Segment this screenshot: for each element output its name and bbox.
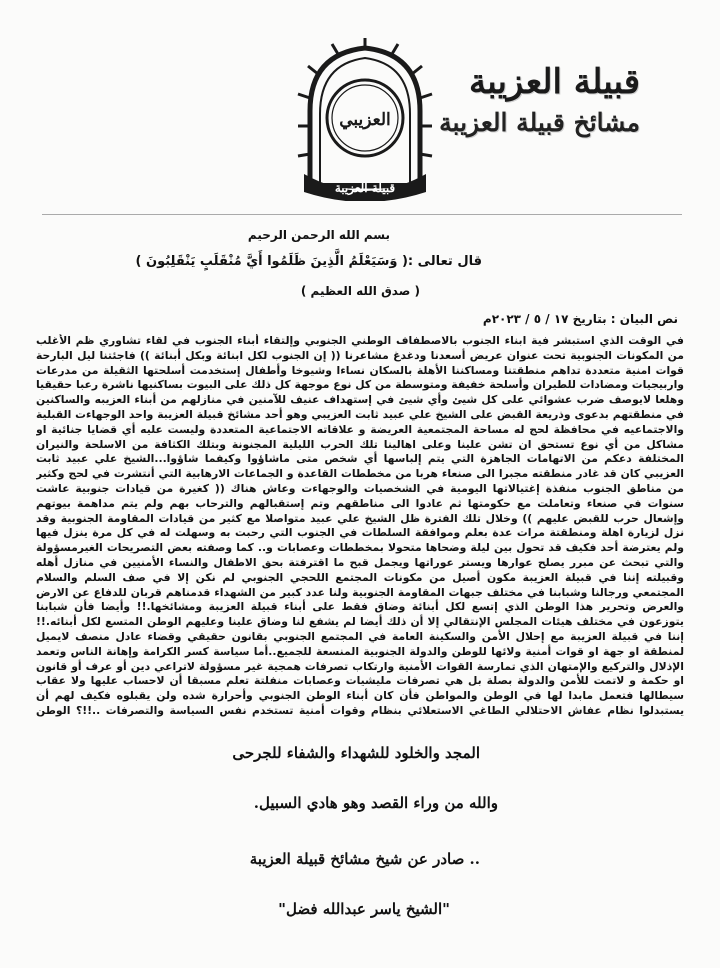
sadaq-line: ( صدق الله العظيم ) [300,284,420,298]
basmala: بسم الله الرحمن الرحيم [247,228,390,242]
statement-body: في الوقت الذي استبشر فية ابناء الجنوب بالاصطفاف الوطني الجنوبي وإلتقاء أبناء الجنوب في لقاء تشاوري ظم الأغلب من المكونات الجنوبية تحت عنوان عريض أسعدنا ودغدغ مشاعرنا (( إن الجنوب لكل ابنائة وبكل أبنائة )) فاجئتنا ليل البارحة قوات امنية متعددة تداهم منطقتنا ومساكننا الأهلة بالسكان نساءا وشيوخا وأطفال إستخدمت أسلحتها الثقيلة من مدرعات واربيجيات ومضادات للطيران وأسلحة خفيفة ومتوسطة من كل نوع موجهة كل ذلك على البيوت بساكنيها ناشرة رعبا حقيقيا وهلعا لايوصف ضرب عشوائي على كل شيئ وأي شيئ في إستهداف عنيف للآمنين في منازلهم من أبناء العزيبه والساكنين في منطقتهم بدعوى وذريعة القبض على الشيخ علي عبيد ثابت العزيبي وهو أحد مشائخ قبيلة العزيبة واحد الوجهاءت القبلية والاجتماعيه في محافظة لحج له مساحة المجتمعية العريضة و علاقاته الاجتماعية المتعددة وليست عليه أي قضايا جنائية او مشاكل من أي نوع تستحق ان تشن علينا وعلى اهالينا تلك الحرب الليلية المجنونة وبتلك الكثافة من الاسلحة والنيران المختلفة دعكم من الاتهامات الجاهزة التي يتم إلباسها أي شخص متى ماشاؤوا وكيفما شاؤوا...الشيخ علي عبيد ثابت العزيبي كان قد غادر منطقته مجبرا الى صنعاء هربا من مخططات القاعدة و الجماعات الارهابية التي أنتشرت في لحج وكثير من مناطق الجنوب منفذة إغتيالاتها اليومية في الشخصيات والوجهاءت وعاش هناك (( كغيرة من قيادات جنوبية عاشت سنوات في صنعاء وتعاملت مع حكومتها ثم عادوا الى مناطقهم وتم إستقبالهم والترحاب بهم ولم يتم مداهمة بيوتهم وإشعال حرب للقبض عليهم )) وخلال تلك الفترة ظل الشيخ علي عبيد متواصلا مع كثير من قيادات المقاومة الجنوبية وقد نزل لزيارة اهلة ومنطقتة مرات عدة بعلم وموافقة السلطات في الجنوب التي رحبت به وسهلت له في كل مرة ينزل فيها ولم يعترضة أحد فكيف قد تحول بين ليلة وضحاها متحولا بمخططات وعصابات و.. كما وصفته بعض التصريحات الغيرمسؤولة والتي تبحث عن مبرر يصلح عوارها ويستر عوراتها ويجمل قبح ما اقترفتة بحق الاطفال والنساء الأمنيين في منازل أهله وقبيلته إننا في قبيلة العزيبة مكون أصيل من مكونات المجتمع اللحجي الجنوبي لم نكن إلا في صف السلم والسلام المجتمعي ورجالنا وشبابنا في مختلف جبهات المقاومة الجنوبية ولنا عدد كبير من الشهداء قدمناهم قربان للدفاع عن الارض والعرض وتحرير هذا الوطن الذي إتسع لكل أبنائة وضاق فقط على أبناء قبيلة العزيبة ومشائخها.!! وأيضا فأن شبابنا يتوزعون في مختلف هيئات المجلس الإنتقالي إلا أن ذلك أيضا لم يشفع لنا وضاق علينا وعليهم الوطن المتسع لكل أبنائه.!! إننا في قبيلة العزيبة مع إحلال الأمن والسكينة العامة في المجتمع الجنوبي بقانون حقيقي وقضاء عادل منصف لايميل لمنطقة او جهة او قوات أمنية ولائها للوطن والدولة الجنوبية المنسعة للجميع..أما سياسة كسر الكرامة وإهانة الناس وتعمد الإذلال والتركيع والإمتهان الذي تمارسة القوات الأمنية وارتكاب تصرفات همجية غير مسؤولة لاتراعي دين أو عرف أو قانون او حكمة و لاتمت للأمن والدولة بصلة بل هي تصرفات مليشيات وعصابات منفلتة تعلم مسبقا أن لاحساب عليها ولا عقاب سيطالها فتعمل مابدا لها في الوطن والمواطن فأن كان أبناء الوطن الجنوبي وأحرارة شده ولن يقبلوه فكيف لهم أن يستبدلوا نظام عفاش الاحتلالي الطاغي الاستعلائي بنظام وقوات أمنية تستخدم نفس السياسة والتصرفات ..!!؟ الوطن [36,334,684,717]
signatory-name: "الشيخ ياسر عبدالله فضل" [278,900,450,918]
tribe-emblem-logo [290,36,440,201]
letterhead [0,0,720,205]
logo-center-text: العزيبي [339,110,391,130]
tribe-name: قبيلة العزيبة [468,62,640,102]
closing-line-god: والله من وراء القصد وهو هادي السبيل. [253,794,498,812]
issued-by-line: .. صادر عن شيخ مشائخ قبيلة العزيبة [249,850,480,868]
header-divider [42,214,682,215]
tribe-subtitle: مشائخ قبيلة العزيبة [439,108,640,137]
statement-date: نص البيان : بتاريخ ١٧ / ٥ / ٢٠٢٣م [482,312,678,326]
closing-line-glory: المجد والخلود للشهداء والشفاء للجرحى [232,744,480,762]
quran-verse: قال تعالى :( وَسَيَعْلَمُ الَّذِينَ ظَلَمُوا أَيَّ مُنْقَلَبٍ يَنْقَلِبُونَ ) [135,254,482,269]
logo-ring-text: قبيلة العزيبة [334,181,396,195]
